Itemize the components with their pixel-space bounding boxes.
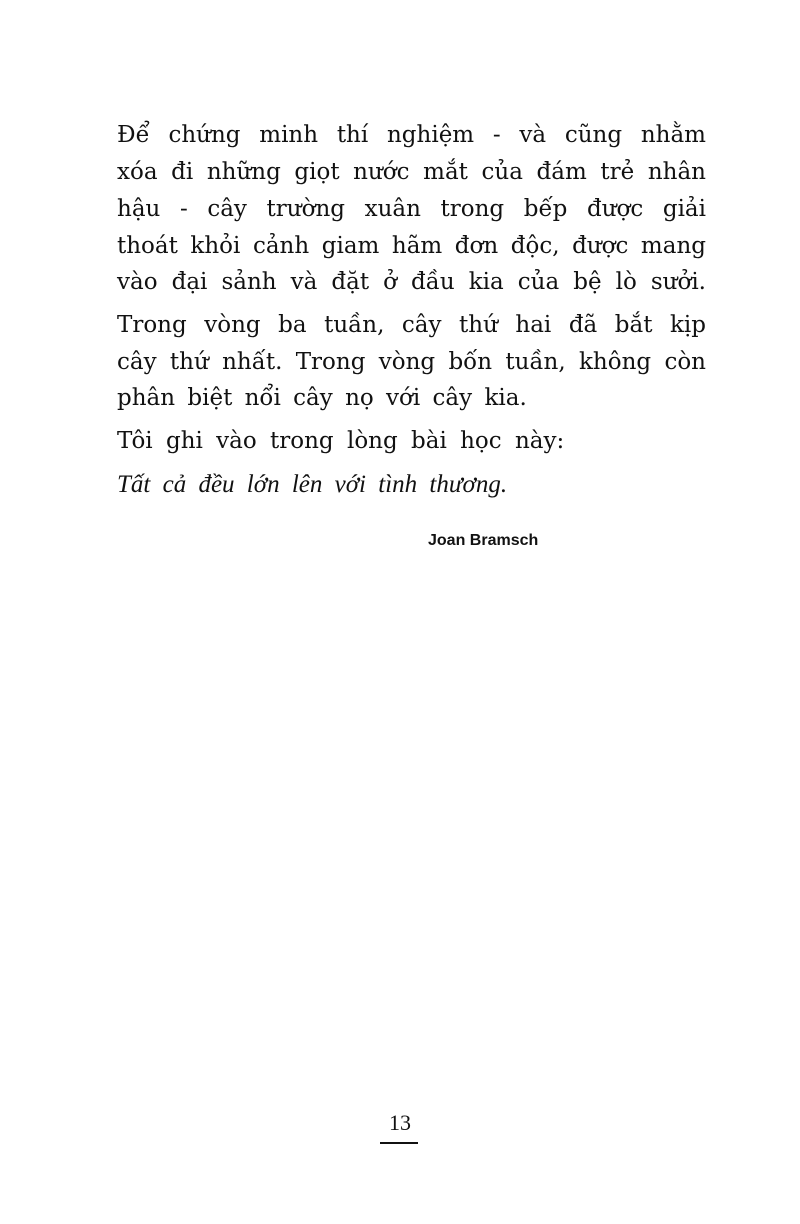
page-number-underline [380,1142,418,1144]
paragraph-1-line-2: xóa đi những giọt nước mắt của đám trẻ nhân [117,159,706,185]
paragraph-1-line-1: Để chứng minh thí nghiệm - và cũng nhằm [117,122,706,148]
paragraph-1-line-4: thoát khỏi cảnh giam hãm đơn độc, được mang [117,233,706,259]
paragraph-3-line-1: Tôi ghi vào trong lòng bài học này: [117,428,565,454]
paragraph-1-line-5: vào đại sảnh và đặt ở đầu kia của bệ lò sưởi. [117,269,706,295]
paragraph-2-line-1: Trong vòng ba tuần, cây thứ hai đã bắt kịp [117,312,706,338]
quote-line: Tất cả đều lớn lên với tình thương. [117,471,508,498]
paragraph-2-line-2: cây thứ nhất. Trong vòng bốn tuần, không còn [117,349,706,375]
author-name: Joan Bramsch [428,532,539,549]
paragraph-1-line-3: hậu - cây trường xuân trong bếp được giải [117,196,706,222]
page-number: 13 [389,1110,411,1135]
paragraph-2-line-3: phân biệt nổi cây nọ với cây kia. [117,385,527,411]
